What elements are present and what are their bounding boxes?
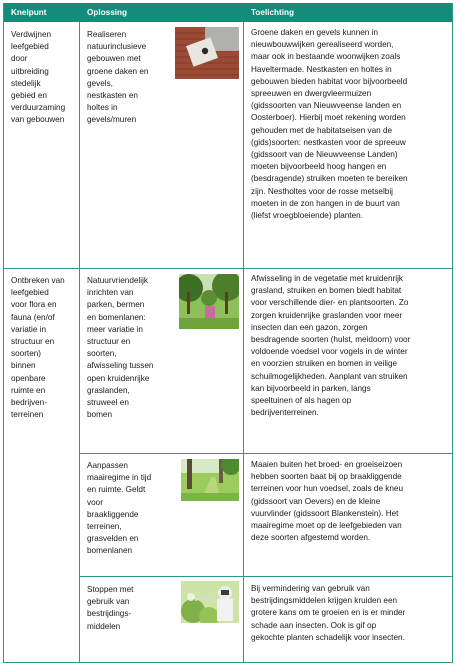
text-line: (besdragende) struiken moeten te bereiken	[251, 174, 408, 184]
text-line: bedrijventerreinen.	[251, 408, 319, 418]
text-line: Groene daken en gevels kunnen in	[251, 28, 378, 37]
text-line: voor flora en	[11, 300, 57, 310]
text-line: grotere kans om te groeien en is er minder	[251, 608, 406, 618]
text-line: (gids)soorten: nestkasten voor de spreeuw	[251, 137, 406, 147]
text-line: deze soorten afgestemd worden.	[251, 533, 371, 543]
text-line: Natuurvriendelijk	[87, 276, 148, 285]
text-line: parken, bermen	[87, 300, 145, 310]
text-line: terreinen	[11, 410, 44, 420]
text-line: openbare	[11, 373, 46, 383]
text-line: moeten in de zon hangen in de buurt van	[251, 198, 400, 208]
text-line: terreinen voor hun voedsel, zoals de kneu	[251, 484, 404, 494]
text-line: moeten bijvoorbeeld hoog hangen en	[251, 162, 387, 172]
text-line: en voorzien struiken en bomen in veilige	[251, 359, 398, 369]
text-line: van gebouwen	[11, 115, 65, 125]
text-line: maar ook in bestaande woonwijken zoals	[251, 52, 401, 62]
border-bottom	[3, 662, 453, 663]
text-line: braakliggende	[87, 509, 139, 519]
text-line: inrichten van	[87, 288, 134, 298]
text-line: voldoende voedsel voor vogels in de winter	[251, 347, 408, 357]
text-line: en bomenlanen:	[87, 312, 146, 322]
text-line: uitbreiding	[11, 66, 49, 76]
text-line: grasvelden en	[87, 534, 139, 544]
text-line: en ruimte. Geldt	[87, 485, 146, 495]
text-line: grasland, struiken en bomen biedt habitat	[251, 286, 402, 296]
text-line: Maaien buiten het broed- en groeiseizoen	[251, 460, 403, 469]
text-line: kan bijvoorbeeld in parken, langs	[251, 383, 371, 393]
row3-oplossing	[87, 460, 177, 558]
column-divider-1	[79, 22, 80, 663]
nestkast-in-gevel-photo	[175, 27, 239, 79]
park-met-bomen-photo	[179, 274, 239, 329]
text-line: natuurinclusieve	[87, 42, 147, 52]
row3-toelichting	[251, 459, 449, 544]
header-knelpunt: Knelpunt	[11, 8, 47, 17]
text-line: Oosterboer). Hierbij moet rekening worden	[251, 113, 406, 123]
text-line: bestrijdings-	[87, 609, 132, 619]
row2-toelichting	[251, 273, 449, 419]
text-line: Stoppen met	[87, 585, 134, 594]
row-divider-1	[3, 268, 453, 269]
text-line: Ontbreken van	[11, 276, 65, 285]
text-line: structuur en	[11, 337, 55, 347]
text-line: gevels,	[87, 78, 113, 88]
text-line: soorten)	[11, 349, 42, 359]
text-line: open kruidenrijke	[87, 373, 150, 383]
text-line: graslanden,	[87, 385, 130, 395]
text-line: vuurvlinder (gidssoort Blankenstein). Het	[251, 508, 399, 518]
text-line: bomenlanen	[87, 546, 133, 556]
row4-toelichting	[251, 583, 449, 644]
text-line: nieuwbouwwijken gerealiseerd worden,	[251, 40, 394, 50]
text-line: bedrijven-	[11, 398, 47, 408]
text-line: gehouden met de habitatseisen van de	[251, 125, 393, 135]
text-line: nestkasten en	[87, 91, 138, 101]
row2-knelpunt	[11, 275, 79, 421]
text-line: leefgebied	[11, 42, 49, 52]
text-line: bomen	[87, 410, 113, 420]
text-line: stedelijk	[11, 78, 41, 88]
text-line: fauna (en/of	[11, 312, 55, 322]
text-line: meer variatie in	[87, 324, 143, 334]
text-line: afwisseling tussen	[87, 361, 154, 371]
text-line: Verdwijnen	[11, 30, 52, 39]
text-line: gebied en	[11, 91, 47, 101]
text-line: (gidssoort van Oevers) en de kleine	[251, 496, 381, 506]
text-line: Afwisseling in de vegetatie met kruidenrijk	[251, 274, 403, 283]
bestrijdingsmiddel-spuiten-photo	[181, 581, 239, 623]
text-line: leefgebied	[11, 288, 49, 298]
text-line: gekochte planten schadelijk voor insecten.	[251, 632, 405, 642]
bomenlaan-berm-photo	[181, 459, 239, 501]
column-divider-2	[243, 22, 244, 663]
text-line: verduurzaming	[11, 103, 66, 113]
text-line: groene daken en	[87, 66, 149, 76]
row2-oplossing	[87, 275, 177, 421]
text-line: gebouwen bieden habitat voor bijvoorbeeld	[251, 76, 408, 86]
text-line: Realiseren	[87, 30, 127, 39]
text-line: Bij vermindering van gebruik van	[251, 584, 370, 593]
text-line: voor verschillende dier- en plantsoorten. Zo	[251, 298, 409, 308]
text-line: zijn. Nestholtes voor de rosse metselbij	[251, 186, 393, 196]
row-divider-2	[79, 453, 453, 454]
text-line: ruimte en	[11, 385, 46, 395]
text-line: door	[11, 54, 28, 64]
row1-knelpunt	[11, 29, 79, 127]
text-line: Aanpassen	[87, 461, 128, 470]
text-line: (liefst vroegbloeiende) planten.	[251, 211, 363, 221]
row-divider-3	[79, 576, 453, 577]
text-line: insecten dan een gazon, zorgen	[251, 322, 368, 332]
text-line: speeltuinen of als hagen op	[251, 396, 352, 406]
text-line: soorten,	[87, 349, 117, 359]
row4-oplossing	[87, 584, 177, 633]
header-toelichting: Toelichting	[251, 8, 295, 17]
text-line: holtes in	[87, 103, 118, 113]
text-line: terreinen,	[87, 522, 122, 532]
text-line: bestrijdingsmiddelen krijgen kruiden een	[251, 596, 398, 606]
text-line: Haveltermade. Nestkasten en holtes in	[251, 64, 392, 74]
border-right	[452, 3, 453, 663]
row1-toelichting	[251, 27, 449, 222]
text-line: structuur en	[87, 337, 131, 347]
text-line: maairegime moet op de leefgebieden van	[251, 521, 402, 531]
text-line: binnen	[11, 361, 36, 371]
table-header	[3, 3, 453, 22]
text-line: gevels/muren	[87, 115, 137, 125]
text-line: variatie in	[11, 324, 47, 334]
row1-oplossing	[87, 29, 173, 127]
text-line: (gidssoort van de Nieuwveense Landen)	[251, 150, 398, 160]
text-line: zorgen kruidenrijke graslanden voor meer	[251, 310, 403, 320]
text-line: spreeuwen en dwergvleermuizen	[251, 89, 372, 99]
text-line: gebruik van	[87, 597, 130, 607]
text-line: (gidssoorten van Nieuwveense landen en	[251, 101, 402, 111]
header-oplossing: Oplossing	[87, 8, 128, 17]
text-line: struweel en	[87, 398, 129, 408]
text-line: besdragende soorten (hulst, meidoorn) voor	[251, 335, 411, 345]
text-line: hebben soorten baat bij op braakliggende	[251, 472, 402, 482]
border-left	[3, 3, 4, 663]
text-line: maairegime in tijd	[87, 473, 152, 483]
text-line: middelen	[87, 621, 121, 631]
text-line: gebouwen met	[87, 54, 141, 64]
text-line: voor	[87, 497, 103, 507]
text-line: schuilmogelijkheden. Aanplant van struiken	[251, 371, 408, 381]
text-line: schade aan insecten. Ook is gif op	[251, 620, 377, 630]
